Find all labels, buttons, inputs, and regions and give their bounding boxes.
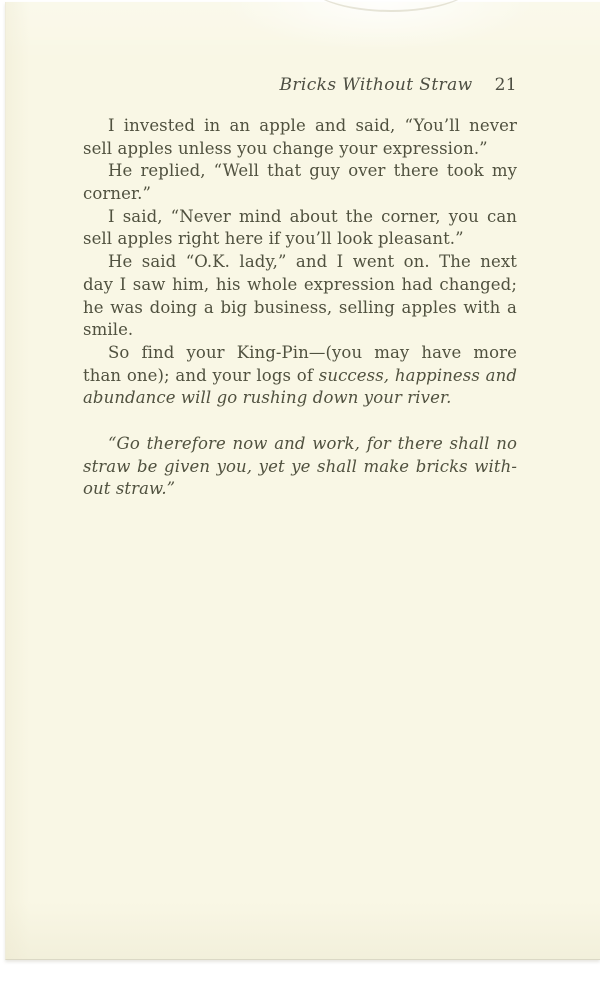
- italic-text: success, happiness and: [318, 365, 517, 385]
- text-line: [83, 478, 517, 501]
- paragraph: [83, 342, 517, 410]
- body-text-segment: than one); and your logs of: [83, 365, 319, 385]
- body-text-segment: straw be given you, yet ye shall make bricks with-: [83, 456, 517, 476]
- page-curl-shadow: [306, 0, 476, 12]
- paragraph: [83, 206, 517, 251]
- text-line: [83, 342, 517, 365]
- text-line: [83, 138, 517, 161]
- text-line: [83, 387, 517, 410]
- page-title: Bricks Without Straw: [279, 75, 473, 95]
- text-line: [83, 433, 517, 456]
- paragraph: [83, 115, 517, 160]
- text-line: [83, 183, 517, 206]
- body-text-segment: He said “O.K. lady,” and I went on. The next: [108, 252, 517, 272]
- body-text-segment: I invested in an apple and said, “You’ll never: [108, 116, 517, 135]
- body-text-segment: day I saw him, his whole expression had changed;: [83, 274, 517, 294]
- text-line: [83, 456, 517, 479]
- text-line: [83, 274, 517, 297]
- paragraph: [83, 160, 517, 205]
- page: [5, 2, 600, 960]
- body-text-segment: he was doing a big business, selling apples with a: [83, 297, 517, 317]
- body-text-segment: sell apples right here if you’ll look pleasant.”: [83, 229, 464, 249]
- body-text-segment: smile.: [83, 320, 134, 340]
- body-text-segment: sell apples unless you change your expression.”: [83, 138, 488, 158]
- text-line: [83, 319, 517, 342]
- text-line: [83, 115, 517, 138]
- running-header: [83, 75, 517, 95]
- page-number: 21: [494, 75, 517, 95]
- paragraph: [83, 433, 517, 501]
- italic-text: abundance will go rushing down your river.: [83, 388, 452, 408]
- body-text-segment: out straw.”: [83, 479, 176, 499]
- body-text-segment: I said, “Never mind about the corner, you can: [108, 206, 517, 226]
- text-line: [83, 365, 517, 388]
- text-line: [83, 297, 517, 320]
- text-line: [83, 160, 517, 183]
- text-line: [83, 228, 517, 251]
- text-line: [83, 251, 517, 274]
- body-text-segment: corner.”: [83, 184, 152, 204]
- body-text-segment: “Go therefore now and work, for there shall no: [108, 433, 517, 453]
- body-text-segment: So find your King-Pin—(you may have more: [108, 342, 517, 362]
- body-text: [83, 115, 517, 501]
- body-text-segment: He replied, “Well that guy over there took my: [108, 161, 517, 181]
- paragraph: [83, 251, 517, 342]
- text-line: [83, 206, 517, 229]
